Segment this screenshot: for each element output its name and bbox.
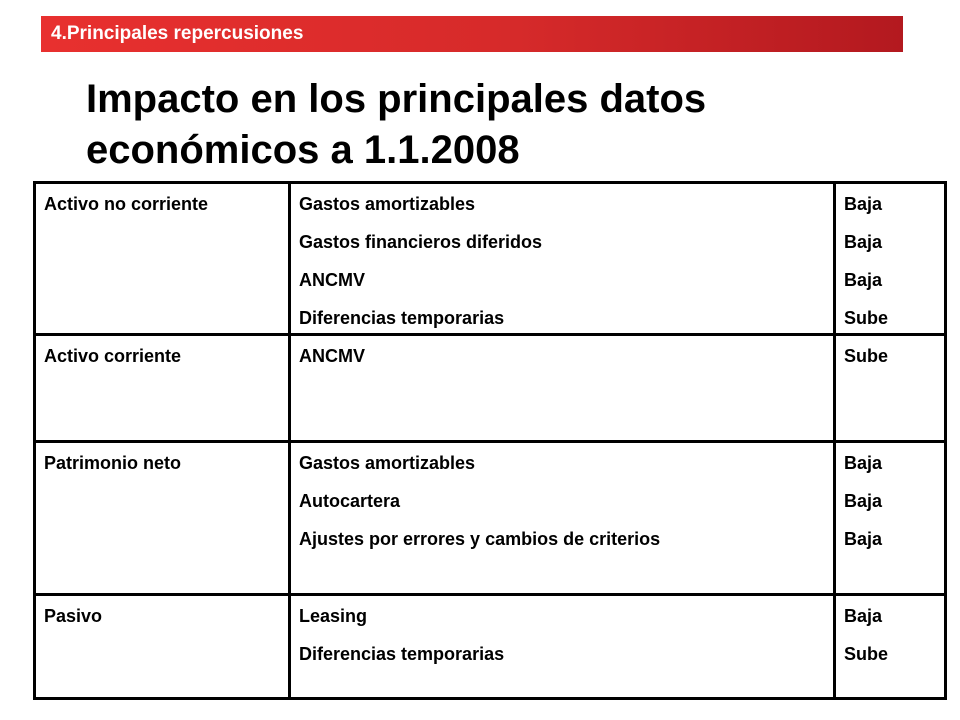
effect-text: Sube xyxy=(844,644,889,664)
effect-text: Baja xyxy=(844,270,883,290)
effect-text: Baja xyxy=(844,453,883,473)
item-text: Gastos amortizables xyxy=(299,194,476,214)
table-row xyxy=(35,183,946,335)
page-title-line-1: Impacto en los principales datos xyxy=(86,77,707,121)
item-text: Autocartera xyxy=(299,491,401,511)
effect-text: Baja xyxy=(844,529,883,549)
items-cell xyxy=(290,595,835,699)
items-cell xyxy=(290,183,835,335)
category-label: Activo corriente xyxy=(44,346,182,366)
section-label: 4.Principales repercusiones xyxy=(51,23,304,44)
page-title-line-2: económicos a 1.1.2008 xyxy=(86,128,520,172)
table-row xyxy=(35,595,946,699)
category-label: Activo no corriente xyxy=(44,194,209,214)
item-text: Diferencias temporarias xyxy=(299,308,505,328)
items-cell xyxy=(290,442,835,595)
page-title xyxy=(86,74,886,176)
category-label: Patrimonio neto xyxy=(44,453,182,473)
effect-text: Baja xyxy=(844,606,883,626)
table-row xyxy=(35,442,946,595)
items-cell xyxy=(290,335,835,442)
item-text: Gastos amortizables xyxy=(299,453,476,473)
effects-cell xyxy=(835,183,946,335)
item-text: ANCMV xyxy=(299,346,365,366)
table-row xyxy=(35,335,946,442)
item-text: Leasing xyxy=(299,606,368,626)
effect-text: Sube xyxy=(844,308,889,328)
effect-text: Baja xyxy=(844,194,883,214)
item-text: ANCMV xyxy=(299,270,365,290)
category-cell xyxy=(35,335,290,442)
section-header-bar xyxy=(41,16,903,52)
item-text: Gastos financieros diferidos xyxy=(299,232,543,252)
effects-cell xyxy=(835,595,946,699)
effect-text: Baja xyxy=(844,232,883,252)
category-cell xyxy=(35,595,290,699)
effects-cell xyxy=(835,335,946,442)
impact-table xyxy=(33,181,947,700)
item-text: Ajustes por errores y cambios de criterios xyxy=(299,529,661,549)
item-text: Diferencias temporarias xyxy=(299,644,505,664)
category-cell xyxy=(35,183,290,335)
effect-text: Baja xyxy=(844,491,883,511)
category-label: Pasivo xyxy=(44,606,103,626)
effect-text: Sube xyxy=(844,346,889,366)
category-cell xyxy=(35,442,290,595)
effects-cell xyxy=(835,442,946,595)
